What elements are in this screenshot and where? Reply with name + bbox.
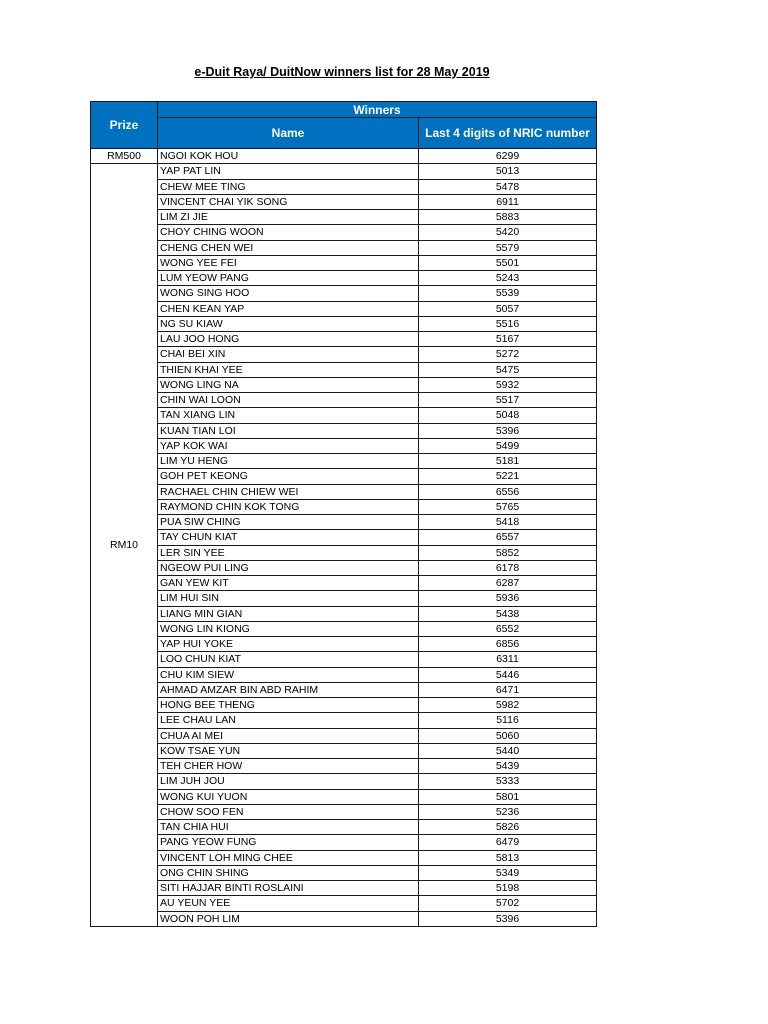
winner-name: VINCENT LOH MING CHEE <box>158 850 419 865</box>
table-row <box>91 347 597 362</box>
winner-nric: 6557 <box>419 530 597 545</box>
winner-name: NGEOW PUI LING <box>158 560 419 575</box>
winner-name: KUAN TIAN LOI <box>158 423 419 438</box>
table-row <box>91 210 597 225</box>
winner-nric: 5048 <box>419 408 597 423</box>
winner-name: KOW TSAE YUN <box>158 743 419 758</box>
winner-nric: 5057 <box>419 301 597 316</box>
winner-nric: 5702 <box>419 896 597 911</box>
winner-name: LEE CHAU LAN <box>158 713 419 728</box>
winner-name: CHUA AI MEI <box>158 728 419 743</box>
table-row <box>91 759 597 774</box>
winner-name: LIM ZI JIE <box>158 210 419 225</box>
table-row <box>91 896 597 911</box>
table-row <box>91 728 597 743</box>
winner-nric: 5013 <box>419 164 597 179</box>
table-row <box>91 271 597 286</box>
winner-nric: 5333 <box>419 774 597 789</box>
table-row <box>91 606 597 621</box>
table-row <box>91 149 597 164</box>
table-row <box>91 515 597 530</box>
table-row <box>91 316 597 331</box>
winner-nric: 5438 <box>419 606 597 621</box>
table-row <box>91 240 597 255</box>
winner-name: PUA SIW CHING <box>158 515 419 530</box>
winner-name: THIEN KHAI YEE <box>158 362 419 377</box>
winner-nric: 6552 <box>419 621 597 636</box>
winner-nric: 5243 <box>419 271 597 286</box>
winner-nric: 5539 <box>419 286 597 301</box>
table-row <box>91 438 597 453</box>
winner-nric: 5826 <box>419 820 597 835</box>
winner-name: YAP KOK WAI <box>158 438 419 453</box>
table-row <box>91 454 597 469</box>
nric-header: Last 4 digits of NRIC number <box>419 118 597 149</box>
winner-nric: 6178 <box>419 560 597 575</box>
winner-name: CHOW SOO FEN <box>158 804 419 819</box>
table-row <box>91 667 597 682</box>
table-row <box>91 194 597 209</box>
table-row <box>91 591 597 606</box>
document-title: e-Duit Raya/ DuitNow winners list for 28 May 2019 <box>194 65 490 79</box>
name-header: Name <box>158 118 419 149</box>
winner-name: GAN YEW KIT <box>158 576 419 591</box>
winner-name: LIM HUI SIN <box>158 591 419 606</box>
winner-nric: 5579 <box>419 240 597 255</box>
winner-name: HONG BEE THENG <box>158 698 419 713</box>
winner-nric: 5475 <box>419 362 597 377</box>
table-row <box>91 682 597 697</box>
table-row <box>91 179 597 194</box>
winner-nric: 6471 <box>419 682 597 697</box>
winner-name: LIM JUH JOU <box>158 774 419 789</box>
winner-nric: 5116 <box>419 713 597 728</box>
winner-nric: 5765 <box>419 499 597 514</box>
table-row <box>91 713 597 728</box>
winner-nric: 5198 <box>419 881 597 896</box>
winner-nric: 5396 <box>419 423 597 438</box>
winner-name: TAN CHIA HUI <box>158 820 419 835</box>
table-row <box>91 637 597 652</box>
winner-nric: 6311 <box>419 652 597 667</box>
winner-name: LOO CHUN KIAT <box>158 652 419 667</box>
winner-name: RACHAEL CHIN CHIEW WEI <box>158 484 419 499</box>
winner-name: LIM YU HENG <box>158 454 419 469</box>
winner-nric: 5221 <box>419 469 597 484</box>
table-row <box>91 225 597 240</box>
table-row <box>91 621 597 636</box>
table-row <box>91 255 597 270</box>
table-row <box>91 850 597 865</box>
table-row <box>91 362 597 377</box>
winners-table <box>90 101 597 927</box>
winner-name: CHAI BEI XIN <box>158 347 419 362</box>
winner-nric: 5801 <box>419 789 597 804</box>
winner-nric: 5396 <box>419 911 597 926</box>
winner-nric: 5167 <box>419 332 597 347</box>
table-row <box>91 820 597 835</box>
winner-nric: 5418 <box>419 515 597 530</box>
winner-nric: 6479 <box>419 835 597 850</box>
winner-nric: 5440 <box>419 743 597 758</box>
winner-name: TAN XIANG LIN <box>158 408 419 423</box>
winner-name: LER SIN YEE <box>158 545 419 560</box>
winner-name: SITI HAJJAR BINTI ROSLAINI <box>158 881 419 896</box>
table-row <box>91 164 597 179</box>
table-row <box>91 911 597 926</box>
winner-name: CHIN WAI LOON <box>158 393 419 408</box>
table-row <box>91 332 597 347</box>
winner-nric: 5883 <box>419 210 597 225</box>
winner-nric: 5060 <box>419 728 597 743</box>
winner-name: WONG KUI YUON <box>158 789 419 804</box>
winner-nric: 5181 <box>419 454 597 469</box>
winner-nric: 5446 <box>419 667 597 682</box>
table-row <box>91 286 597 301</box>
winner-name: NG SU KIAW <box>158 316 419 331</box>
winner-name: LIANG MIN GIAN <box>158 606 419 621</box>
winner-nric: 5236 <box>419 804 597 819</box>
winner-name: YAP PAT LIN <box>158 164 419 179</box>
winners-header: Winners <box>158 102 597 118</box>
winner-name: WONG YEE FEI <box>158 255 419 270</box>
table-row <box>91 377 597 392</box>
table-row <box>91 652 597 667</box>
winners-body <box>91 149 597 927</box>
winner-nric: 6299 <box>419 149 597 164</box>
table-row <box>91 789 597 804</box>
winner-nric: 5501 <box>419 255 597 270</box>
winner-nric: 5932 <box>419 377 597 392</box>
winner-nric: 5982 <box>419 698 597 713</box>
winner-nric: 6911 <box>419 194 597 209</box>
table-row <box>91 499 597 514</box>
winner-name: TEH CHER HOW <box>158 759 419 774</box>
table-row <box>91 301 597 316</box>
winner-name: AHMAD AMZAR BIN ABD RAHIM <box>158 682 419 697</box>
winner-nric: 5478 <box>419 179 597 194</box>
table-row <box>91 881 597 896</box>
winner-nric: 5516 <box>419 316 597 331</box>
prize-cell: RM10 <box>91 164 158 927</box>
table-row <box>91 469 597 484</box>
table-row <box>91 698 597 713</box>
winner-name: CHENG CHEN WEI <box>158 240 419 255</box>
winner-name: WONG LIN KIONG <box>158 621 419 636</box>
table-row <box>91 393 597 408</box>
winner-name: WOON POH LIM <box>158 911 419 926</box>
winner-name: GOH PET KEONG <box>158 469 419 484</box>
winner-name: WONG SING HOO <box>158 286 419 301</box>
winner-name: CHEW MEE TING <box>158 179 419 194</box>
table-row <box>91 545 597 560</box>
winner-nric: 6556 <box>419 484 597 499</box>
winner-name: WONG LING NA <box>158 377 419 392</box>
winner-name: LUM YEOW PANG <box>158 271 419 286</box>
winner-name: CHU KIM SIEW <box>158 667 419 682</box>
winner-name: LAU JOO HONG <box>158 332 419 347</box>
table-row <box>91 804 597 819</box>
winner-nric: 5499 <box>419 438 597 453</box>
winner-nric: 5936 <box>419 591 597 606</box>
winner-nric: 5349 <box>419 865 597 880</box>
table-row <box>91 865 597 880</box>
winner-nric: 5439 <box>419 759 597 774</box>
winner-nric: 5517 <box>419 393 597 408</box>
table-row <box>91 484 597 499</box>
winner-name: CHEN KEAN YAP <box>158 301 419 316</box>
winner-name: RAYMOND CHIN KOK TONG <box>158 499 419 514</box>
table-row <box>91 774 597 789</box>
winner-nric: 6856 <box>419 637 597 652</box>
winner-nric: 5420 <box>419 225 597 240</box>
table-row <box>91 530 597 545</box>
table-row <box>91 743 597 758</box>
prize-header: Prize <box>91 102 158 149</box>
table-row <box>91 423 597 438</box>
winner-name: VINCENT CHAI YIK SONG <box>158 194 419 209</box>
winner-nric: 5852 <box>419 545 597 560</box>
winner-name: TAY CHUN KIAT <box>158 530 419 545</box>
winner-name: AU YEUN YEE <box>158 896 419 911</box>
winner-name: CHOY CHING WOON <box>158 225 419 240</box>
winner-name: PANG YEOW FUNG <box>158 835 419 850</box>
prize-cell: RM500 <box>91 149 158 164</box>
table-row <box>91 408 597 423</box>
winner-nric: 6287 <box>419 576 597 591</box>
table-row <box>91 560 597 575</box>
winner-name: YAP HUI YOKE <box>158 637 419 652</box>
winner-name: ONG CHIN SHING <box>158 865 419 880</box>
winner-nric: 5813 <box>419 850 597 865</box>
winner-name: NGOI KOK HOU <box>158 149 419 164</box>
table-row <box>91 835 597 850</box>
winner-nric: 5272 <box>419 347 597 362</box>
table-row <box>91 576 597 591</box>
